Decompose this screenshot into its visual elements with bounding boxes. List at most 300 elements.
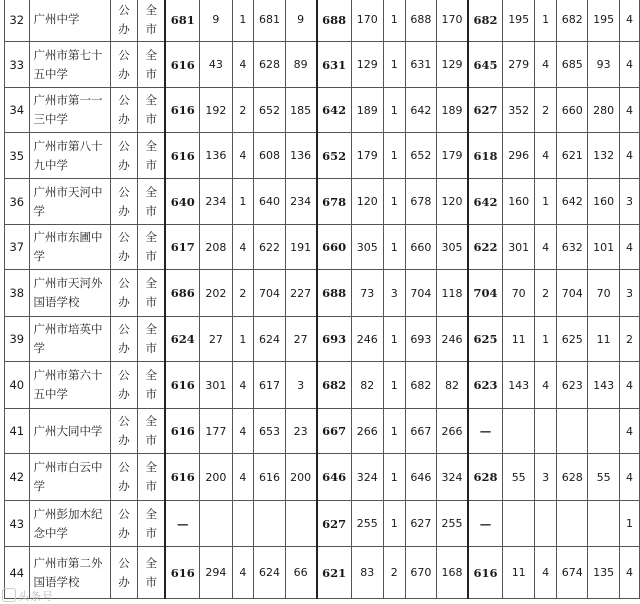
row-index: 35 bbox=[5, 133, 30, 179]
school-name: 广州市白云中学 bbox=[29, 454, 110, 501]
batch-1-cell: 616 bbox=[165, 362, 200, 409]
batch-1-cell: 652 bbox=[254, 88, 285, 133]
enrollment-scope bbox=[138, 454, 166, 501]
batch-2-cell: 693 bbox=[317, 317, 352, 362]
batch-2-cell: 704 bbox=[405, 270, 436, 317]
batch-3-cell: 660 bbox=[557, 88, 588, 133]
school-type-char: 公 bbox=[118, 322, 130, 336]
batch-2-cell: 693 bbox=[405, 317, 436, 362]
school-name: 广州市第七十五中学 bbox=[29, 42, 110, 88]
batch-1-cell: 616 bbox=[165, 133, 200, 179]
batch-3-cell: 704 bbox=[557, 270, 588, 317]
batch-2-cell: 1 bbox=[383, 133, 405, 179]
batch-2-cell: 621 bbox=[317, 547, 352, 599]
batch-2-cell: 646 bbox=[405, 454, 436, 501]
batch-3-cell: 11 bbox=[503, 317, 535, 362]
batch-2-cell: 82 bbox=[437, 362, 468, 409]
batch-3-cell: 280 bbox=[588, 88, 619, 133]
batch-3-cell: 642 bbox=[468, 179, 503, 225]
batch-3-cell: 195 bbox=[503, 0, 535, 42]
batch-3-cell: 682 bbox=[468, 0, 503, 42]
enrollment-scope-char: 全 bbox=[145, 138, 157, 153]
extra-cell: 4 bbox=[619, 362, 639, 409]
extra-cell: 4 bbox=[619, 0, 639, 42]
batch-3-cell: 101 bbox=[588, 225, 619, 270]
school-name: 广州中学 bbox=[29, 0, 110, 42]
row-index: 33 bbox=[5, 42, 30, 88]
school-type-char: 办 bbox=[118, 341, 130, 355]
batch-3-cell: — bbox=[468, 501, 503, 547]
batch-2-cell: 324 bbox=[437, 454, 468, 501]
batch-2-cell: 642 bbox=[405, 88, 436, 133]
batch-3-cell: 296 bbox=[503, 133, 535, 179]
batch-3-cell: 93 bbox=[588, 42, 619, 88]
batch-3-cell bbox=[503, 409, 535, 454]
batch-2-cell: 179 bbox=[351, 133, 383, 179]
batch-2-cell: 179 bbox=[437, 133, 468, 179]
batch-2-cell: 646 bbox=[317, 454, 352, 501]
batch-3-cell: 628 bbox=[557, 454, 588, 501]
school-type-char: 办 bbox=[118, 112, 130, 126]
enrollment-scope bbox=[138, 225, 166, 270]
batch-2-cell: 266 bbox=[351, 409, 383, 454]
batch-2-cell: 120 bbox=[437, 179, 468, 225]
school-type-char: 公 bbox=[118, 368, 130, 382]
batch-2-cell: 255 bbox=[437, 501, 468, 547]
batch-1-cell: 616 bbox=[165, 409, 200, 454]
batch-1-cell: 27 bbox=[285, 317, 316, 362]
enrollment-scope bbox=[138, 42, 166, 88]
batch-1-cell: 704 bbox=[254, 270, 285, 317]
batch-2-cell: 324 bbox=[351, 454, 383, 501]
batch-2-cell: 660 bbox=[405, 225, 436, 270]
enrollment-scope-char: 市 bbox=[145, 433, 157, 447]
batch-1-cell: 624 bbox=[254, 317, 285, 362]
row-index: 39 bbox=[5, 317, 30, 362]
batch-3-cell: 627 bbox=[468, 88, 503, 133]
batch-3-cell: 625 bbox=[557, 317, 588, 362]
school-name: 广州市第六十五中学 bbox=[29, 362, 110, 409]
enrollment-scope-char: 全 bbox=[145, 506, 157, 521]
batch-2-cell: 1 bbox=[383, 225, 405, 270]
batch-1-cell: 681 bbox=[165, 0, 200, 42]
batch-1-cell: 640 bbox=[165, 179, 200, 225]
batch-1-cell: 1 bbox=[232, 179, 254, 225]
watermark bbox=[2, 588, 54, 604]
batch-1-cell: 66 bbox=[285, 547, 316, 599]
batch-1-cell: 4 bbox=[232, 133, 254, 179]
batch-1-cell bbox=[254, 501, 285, 547]
batch-2-cell: 73 bbox=[351, 270, 383, 317]
school-type-char: 办 bbox=[118, 295, 130, 309]
batch-1-cell: 617 bbox=[254, 362, 285, 409]
batch-1-cell: 628 bbox=[254, 42, 285, 88]
batch-3-cell: 143 bbox=[588, 362, 619, 409]
school-type-char: 办 bbox=[118, 203, 130, 218]
school-name: 广州市东圃中学 bbox=[29, 225, 110, 270]
batch-2-cell: 1 bbox=[383, 454, 405, 501]
batch-1-cell: 301 bbox=[200, 362, 232, 409]
enrollment-scope bbox=[138, 501, 166, 547]
batch-3-cell: 682 bbox=[557, 0, 588, 42]
school-type-char: 办 bbox=[118, 525, 130, 540]
batch-2-cell: 82 bbox=[351, 362, 383, 409]
batch-1-cell bbox=[232, 501, 254, 547]
batch-3-cell: 2 bbox=[535, 88, 557, 133]
batch-3-cell bbox=[535, 409, 557, 454]
batch-2-cell: 305 bbox=[437, 225, 468, 270]
row-index: 36 bbox=[5, 179, 30, 225]
extra-cell: 2 bbox=[619, 317, 639, 362]
batch-1-cell: 616 bbox=[165, 454, 200, 501]
batch-3-cell: 621 bbox=[557, 133, 588, 179]
school-type-char: 公 bbox=[118, 184, 130, 199]
batch-1-cell: 208 bbox=[200, 225, 232, 270]
school-type-char: 公 bbox=[118, 47, 130, 62]
school-name: 广州市培英中学 bbox=[29, 317, 110, 362]
extra-cell: 3 bbox=[619, 179, 639, 225]
batch-2-cell: 168 bbox=[437, 547, 468, 599]
school-type bbox=[110, 409, 137, 454]
batch-1-cell: 653 bbox=[254, 409, 285, 454]
enrollment-scope-char: 市 bbox=[145, 157, 157, 172]
batch-3-cell: 1 bbox=[535, 179, 557, 225]
batch-2-cell: 678 bbox=[317, 179, 352, 225]
enrollment-scope-char: 全 bbox=[145, 2, 157, 17]
extra-cell: 4 bbox=[619, 133, 639, 179]
batch-2-cell: 652 bbox=[317, 133, 352, 179]
batch-3-cell: 632 bbox=[557, 225, 588, 270]
batch-1-cell: 2 bbox=[232, 88, 254, 133]
extra-cell: 4 bbox=[619, 42, 639, 88]
batch-1-cell: 622 bbox=[254, 225, 285, 270]
batch-2-cell: 627 bbox=[317, 501, 352, 547]
batch-2-cell: 2 bbox=[383, 547, 405, 599]
batch-1-cell bbox=[200, 501, 232, 547]
batch-2-cell: 1 bbox=[383, 179, 405, 225]
batch-1-cell: 4 bbox=[232, 42, 254, 88]
enrollment-scope-char: 市 bbox=[145, 203, 157, 218]
table-row bbox=[5, 88, 640, 133]
batch-3-cell bbox=[588, 501, 619, 547]
enrollment-scope-char: 全 bbox=[145, 322, 157, 336]
batch-1-cell: 234 bbox=[200, 179, 232, 225]
batch-3-cell: 160 bbox=[503, 179, 535, 225]
enrollment-scope-char: 全 bbox=[145, 276, 157, 290]
extra-cell: 4 bbox=[619, 454, 639, 501]
enrollment-scope-char: 全 bbox=[145, 93, 157, 107]
school-type-char: 公 bbox=[118, 460, 130, 474]
batch-3-cell: 642 bbox=[557, 179, 588, 225]
school-type-char: 办 bbox=[118, 574, 130, 589]
batch-1-cell: 624 bbox=[254, 547, 285, 599]
enrollment-scope-char: 全 bbox=[145, 184, 157, 199]
batch-1-cell: 185 bbox=[285, 88, 316, 133]
enrollment-scope bbox=[138, 88, 166, 133]
batch-3-cell: 645 bbox=[468, 42, 503, 88]
batch-3-cell: 70 bbox=[588, 270, 619, 317]
batch-1-cell bbox=[285, 501, 316, 547]
batch-1-cell: 616 bbox=[165, 547, 200, 599]
batch-3-cell: 1 bbox=[535, 0, 557, 42]
batch-3-cell: 55 bbox=[503, 454, 535, 501]
batch-1-cell: 9 bbox=[285, 0, 316, 42]
row-index: 42 bbox=[5, 454, 30, 501]
batch-2-cell: 660 bbox=[317, 225, 352, 270]
batch-2-cell: 631 bbox=[405, 42, 436, 88]
extra-cell: 1 bbox=[619, 501, 639, 547]
batch-1-cell: 3 bbox=[285, 362, 316, 409]
extra-cell: 4 bbox=[619, 547, 639, 599]
batch-2-cell: 3 bbox=[383, 270, 405, 317]
batch-1-cell: 200 bbox=[200, 454, 232, 501]
batch-1-cell: 616 bbox=[254, 454, 285, 501]
batch-3-cell: 301 bbox=[503, 225, 535, 270]
batch-1-cell: 136 bbox=[285, 133, 316, 179]
enrollment-scope-char: 市 bbox=[145, 295, 157, 309]
batch-2-cell: 120 bbox=[351, 179, 383, 225]
school-type-char: 公 bbox=[118, 276, 130, 290]
enrollment-scope bbox=[138, 317, 166, 362]
batch-2-cell: 246 bbox=[351, 317, 383, 362]
batch-1-cell: 294 bbox=[200, 547, 232, 599]
school-name: 广州大同中学 bbox=[29, 409, 110, 454]
batch-3-cell bbox=[557, 501, 588, 547]
batch-3-cell bbox=[535, 501, 557, 547]
batch-2-cell: 129 bbox=[351, 42, 383, 88]
batch-1-cell: 9 bbox=[200, 0, 232, 42]
row-index: 43 bbox=[5, 501, 30, 547]
row-index: 37 bbox=[5, 225, 30, 270]
batch-1-cell: 4 bbox=[232, 454, 254, 501]
batch-3-cell: 352 bbox=[503, 88, 535, 133]
extra-cell: 4 bbox=[619, 88, 639, 133]
batch-3-cell: 195 bbox=[588, 0, 619, 42]
batch-1-cell: 4 bbox=[232, 547, 254, 599]
batch-1-cell: 1 bbox=[232, 0, 254, 42]
batch-1-cell: 608 bbox=[254, 133, 285, 179]
batch-1-cell: 686 bbox=[165, 270, 200, 317]
batch-2-cell: 170 bbox=[437, 0, 468, 42]
batch-3-cell: 55 bbox=[588, 454, 619, 501]
batch-1-cell: 234 bbox=[285, 179, 316, 225]
table-row bbox=[5, 225, 640, 270]
table-row bbox=[5, 547, 640, 599]
table-row bbox=[5, 0, 640, 42]
enrollment-scope-char: 市 bbox=[145, 525, 157, 540]
batch-2-cell: 255 bbox=[351, 501, 383, 547]
batch-2-cell: 682 bbox=[405, 362, 436, 409]
school-type-char: 办 bbox=[118, 21, 130, 36]
batch-2-cell: 670 bbox=[405, 547, 436, 599]
batch-2-cell: 1 bbox=[383, 501, 405, 547]
batch-2-cell: 266 bbox=[437, 409, 468, 454]
batch-1-cell: 4 bbox=[232, 225, 254, 270]
batch-2-cell: 1 bbox=[383, 0, 405, 42]
score-table-body bbox=[5, 0, 640, 599]
batch-2-cell: 1 bbox=[383, 317, 405, 362]
extra-cell: 3 bbox=[619, 270, 639, 317]
batch-2-cell: 682 bbox=[317, 362, 352, 409]
table-row bbox=[5, 409, 640, 454]
batch-3-cell: — bbox=[468, 409, 503, 454]
batch-2-cell: 118 bbox=[437, 270, 468, 317]
enrollment-scope-char: 全 bbox=[145, 230, 157, 244]
school-type-char: 办 bbox=[118, 249, 130, 263]
batch-3-cell bbox=[588, 409, 619, 454]
batch-1-cell: 640 bbox=[254, 179, 285, 225]
batch-3-cell: 160 bbox=[588, 179, 619, 225]
batch-1-cell: 200 bbox=[285, 454, 316, 501]
school-name: 广州市第一一三中学 bbox=[29, 88, 110, 133]
batch-3-cell: 2 bbox=[535, 270, 557, 317]
row-index: 41 bbox=[5, 409, 30, 454]
row-index: 32 bbox=[5, 0, 30, 42]
batch-1-cell: 191 bbox=[285, 225, 316, 270]
school-type-char: 公 bbox=[118, 230, 130, 244]
row-index: 34 bbox=[5, 88, 30, 133]
batch-2-cell: 1 bbox=[383, 42, 405, 88]
school-type-char: 公 bbox=[118, 506, 130, 521]
table-row bbox=[5, 179, 640, 225]
enrollment-scope bbox=[138, 133, 166, 179]
school-type-char: 公 bbox=[118, 555, 130, 570]
school-type-char: 办 bbox=[118, 66, 130, 81]
batch-1-cell: 617 bbox=[165, 225, 200, 270]
enrollment-scope-char: 市 bbox=[145, 574, 157, 589]
batch-3-cell: 628 bbox=[468, 454, 503, 501]
school-type bbox=[110, 88, 137, 133]
enrollment-scope-char: 全 bbox=[145, 460, 157, 474]
batch-3-cell: 4 bbox=[535, 133, 557, 179]
school-type-char: 公 bbox=[118, 138, 130, 153]
enrollment-scope bbox=[138, 0, 166, 42]
batch-1-cell: 177 bbox=[200, 409, 232, 454]
batch-2-cell: 678 bbox=[405, 179, 436, 225]
school-type bbox=[110, 0, 137, 42]
batch-2-cell: 627 bbox=[405, 501, 436, 547]
batch-3-cell: 1 bbox=[535, 317, 557, 362]
school-type-char: 公 bbox=[118, 2, 130, 17]
batch-3-cell bbox=[503, 501, 535, 547]
batch-3-cell: 704 bbox=[468, 270, 503, 317]
batch-1-cell: 616 bbox=[165, 42, 200, 88]
batch-1-cell: 27 bbox=[200, 317, 232, 362]
school-type bbox=[110, 270, 137, 317]
batch-2-cell: 170 bbox=[351, 0, 383, 42]
batch-3-cell bbox=[557, 409, 588, 454]
row-index: 40 bbox=[5, 362, 30, 409]
watermark-logo-icon bbox=[2, 588, 16, 602]
extra-cell: 4 bbox=[619, 409, 639, 454]
enrollment-scope-char: 市 bbox=[145, 341, 157, 355]
school-name: 广州市第二外国语学校 bbox=[29, 547, 110, 599]
batch-3-cell: 4 bbox=[535, 362, 557, 409]
enrollment-scope-char: 市 bbox=[145, 112, 157, 126]
school-type-char: 办 bbox=[118, 433, 130, 447]
batch-1-cell: 4 bbox=[232, 362, 254, 409]
school-name: 广州彭加木纪念中学 bbox=[29, 501, 110, 547]
school-type bbox=[110, 317, 137, 362]
school-type bbox=[110, 133, 137, 179]
school-type bbox=[110, 179, 137, 225]
batch-3-cell: 11 bbox=[503, 547, 535, 599]
enrollment-scope-char: 市 bbox=[145, 479, 157, 493]
school-type-char: 办 bbox=[118, 157, 130, 172]
school-type-char: 办 bbox=[118, 387, 130, 401]
batch-3-cell: 135 bbox=[588, 547, 619, 599]
school-type bbox=[110, 547, 137, 599]
school-name: 广州市天河外国语学校 bbox=[29, 270, 110, 317]
enrollment-scope-char: 市 bbox=[145, 387, 157, 401]
batch-2-cell: 652 bbox=[405, 133, 436, 179]
batch-3-cell: 616 bbox=[468, 547, 503, 599]
batch-2-cell: 246 bbox=[437, 317, 468, 362]
batch-2-cell: 688 bbox=[405, 0, 436, 42]
batch-2-cell: 667 bbox=[405, 409, 436, 454]
school-type-char: 公 bbox=[118, 93, 130, 107]
batch-1-cell: 192 bbox=[200, 88, 232, 133]
row-index: 38 bbox=[5, 270, 30, 317]
batch-2-cell: 129 bbox=[437, 42, 468, 88]
enrollment-scope-char: 市 bbox=[145, 66, 157, 81]
watermark-text: 头条号 bbox=[18, 590, 54, 603]
batch-2-cell: 688 bbox=[317, 0, 352, 42]
extra-cell: 4 bbox=[619, 225, 639, 270]
school-type bbox=[110, 362, 137, 409]
batch-2-cell: 83 bbox=[351, 547, 383, 599]
enrollment-scope-char: 全 bbox=[145, 555, 157, 570]
batch-1-cell: 681 bbox=[254, 0, 285, 42]
batch-2-cell: 1 bbox=[383, 362, 405, 409]
batch-3-cell: 3 bbox=[535, 454, 557, 501]
table-row bbox=[5, 501, 640, 547]
batch-3-cell: 618 bbox=[468, 133, 503, 179]
batch-1-cell: 624 bbox=[165, 317, 200, 362]
enrollment-scope-char: 全 bbox=[145, 47, 157, 62]
batch-1-cell: 23 bbox=[285, 409, 316, 454]
score-table bbox=[4, 0, 640, 599]
batch-1-cell: 43 bbox=[200, 42, 232, 88]
batch-1-cell: 616 bbox=[165, 88, 200, 133]
school-name: 广州市天河中学 bbox=[29, 179, 110, 225]
school-type bbox=[110, 501, 137, 547]
batch-2-cell: 189 bbox=[437, 88, 468, 133]
row-index: 44 bbox=[5, 547, 30, 599]
batch-1-cell: 227 bbox=[285, 270, 316, 317]
table-row bbox=[5, 270, 640, 317]
school-type bbox=[110, 42, 137, 88]
batch-2-cell: 305 bbox=[351, 225, 383, 270]
batch-2-cell: 189 bbox=[351, 88, 383, 133]
batch-1-cell: 136 bbox=[200, 133, 232, 179]
batch-1-cell: 89 bbox=[285, 42, 316, 88]
table-row bbox=[5, 42, 640, 88]
batch-3-cell: 143 bbox=[503, 362, 535, 409]
table-row bbox=[5, 317, 640, 362]
school-type-char: 公 bbox=[118, 414, 130, 428]
batch-1-cell: 2 bbox=[232, 270, 254, 317]
enrollment-scope bbox=[138, 547, 166, 599]
school-type bbox=[110, 454, 137, 501]
table-row bbox=[5, 133, 640, 179]
batch-2-cell: 642 bbox=[317, 88, 352, 133]
batch-1-cell: — bbox=[165, 501, 200, 547]
enrollment-scope-char: 市 bbox=[145, 21, 157, 36]
school-type bbox=[110, 225, 137, 270]
batch-3-cell: 279 bbox=[503, 42, 535, 88]
enrollment-scope bbox=[138, 362, 166, 409]
